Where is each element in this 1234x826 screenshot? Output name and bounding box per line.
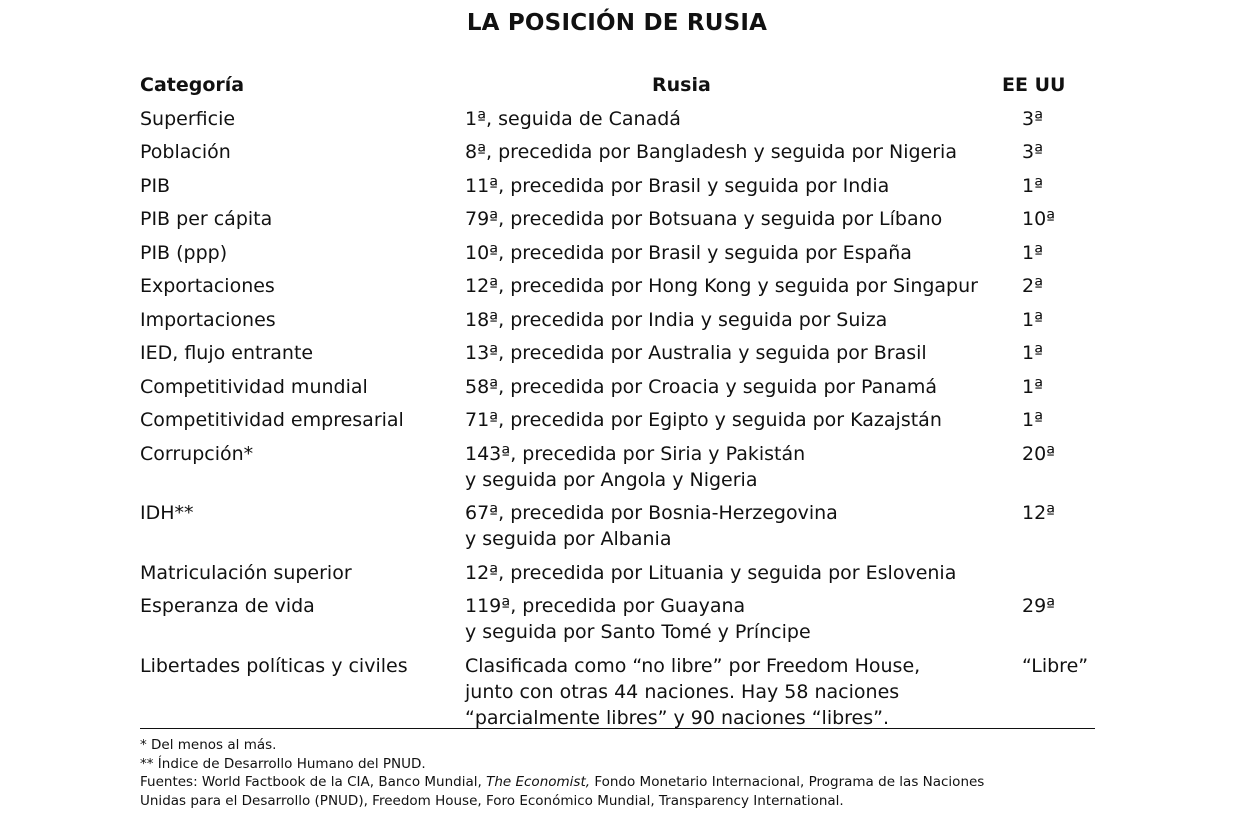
row-russia [465,374,937,400]
row-usa: 1ª [1022,409,1044,431]
row-russia-line: y seguida por Angola y Nigeria [465,468,758,491]
row-usa: 1ª [1022,375,1044,398]
row-category: PIB (ppp) [140,241,228,264]
row-russia [465,560,956,586]
row-category: PIB per cápita [140,208,273,230]
row-russia [465,273,978,299]
row-russia-line: 67ª, precedida por Bosnia-Herzegovina [465,502,838,524]
row-category: Esperanza de vida [140,595,315,617]
row-usa: 1ª [1022,241,1044,264]
row-russia-line: 58ª, precedida por Croacia y seguida por Panamá [465,375,938,398]
row-russia-line: 71ª, precedida por Egipto y seguida por Kazajstán [465,409,942,431]
row-russia-line: 143ª, precedida por Siria y Pakistán [465,442,806,465]
table-row [140,106,1095,140]
row-usa: 10ª [1022,208,1056,230]
table-row [140,374,1095,408]
table-row [140,653,1095,729]
row-category: Población [140,141,231,163]
row-usa: 29ª [1022,595,1056,617]
row-russia [465,653,920,731]
sources-italic: The Economist, [486,774,591,790]
row-russia-line: 13ª, precedida por Australia y seguida por Brasil [465,342,927,364]
row-category: Superficie [140,107,236,130]
row-usa: 20ª [1022,442,1056,465]
row-usa: 1ª [1022,308,1044,331]
row-russia-line: 8ª, precedida por Bangladesh y seguida por Nigeria [465,141,957,163]
row-russia [465,307,887,333]
row-category: Matriculación superior [140,561,352,584]
row-russia [465,240,912,266]
row-russia [465,173,889,199]
row-russia [465,593,811,645]
row-russia [465,500,838,552]
row-russia-line: 79ª, precedida por Botsuana y seguida por Líbano [465,208,943,230]
table-row [140,340,1095,374]
row-russia [465,106,681,132]
footnotes [140,736,1100,810]
row-russia-line: 10ª, precedida por Brasil y seguida por España [465,241,912,264]
row-russia [465,206,942,232]
row-russia-line: junto con otras 44 naciones. Hay 58 naciones [465,680,900,703]
row-usa: 1ª [1022,342,1044,364]
row-category: Corrupción* [140,442,254,465]
header-category: Categoría [140,74,245,96]
row-russia [465,340,927,366]
table-row [140,206,1095,240]
table-row [140,500,1095,560]
footnote-order: * Del menos al más. [140,737,277,753]
row-category: Competitividad empresarial [140,409,404,431]
table-row [140,240,1095,274]
table-row [140,441,1095,501]
row-category: IED, flujo entrante [140,342,314,364]
row-category: Libertades políticas y civiles [140,654,408,677]
row-category: Exportaciones [140,275,275,297]
row-russia-line: Clasificada como “no libre” por Freedom House, [465,654,921,677]
row-russia-line: 11ª, precedida por Brasil y seguida por India [465,174,890,197]
row-russia-line: 119ª, precedida por Guayana [465,595,746,617]
row-category: Competitividad mundial [140,375,368,398]
row-usa: “Libre” [1022,654,1089,677]
table-bottom-rule [140,728,1095,729]
row-russia-line: y seguida por Santo Tomé y Príncipe [465,621,811,643]
row-russia-line: 12ª, precedida por Hong Kong y seguida por Singapur [465,275,978,297]
row-russia-line: 1ª, seguida de Canadá [465,107,681,130]
sources-line-1 [140,773,1100,792]
row-russia-line: “parcialmente libres” y 90 naciones “libres”. [465,706,890,729]
row-category: IDH** [140,502,194,524]
row-russia-line: 18ª, precedida por India y seguida por Suiza [465,308,888,331]
sources-suffix: Fondo Monetario Internacional, Programa de las Naciones [590,774,985,790]
row-usa: 12ª [1022,502,1056,524]
row-russia-line: 12ª, precedida por Lituania y seguida por Eslovenia [465,561,957,584]
sources-line-2: Unidas para el Desarrollo (PNUD), Freedom House, Foro Económico Mundial, Transparency International. [140,792,844,809]
row-usa: 1ª [1022,174,1044,197]
row-russia-line: y seguida por Albania [465,528,672,550]
row-category: Importaciones [140,308,276,331]
header-usa: EE UU [1002,74,1066,96]
table-row [140,273,1095,307]
table-row [140,173,1095,207]
row-russia [465,139,957,165]
table-row [140,139,1095,173]
row-russia [465,407,942,433]
row-category: PIB [140,174,171,197]
row-usa: 2ª [1022,275,1044,297]
row-usa: 3ª [1022,141,1044,163]
table-row [140,407,1095,441]
table-header [140,72,1095,106]
row-russia [465,441,805,493]
page-title: LA POSICIÓN DE RUSIA [466,10,768,36]
row-usa: 3ª [1022,107,1044,130]
table-row [140,593,1095,653]
footnote-idh: ** Índice de Desarrollo Humano del PNUD. [140,755,426,772]
table-row [140,560,1095,594]
header-russia: Rusia [652,74,711,96]
table-row [140,307,1095,341]
sources-prefix: Fuentes: World Factbook de la CIA, Banco Mundial, [140,774,487,790]
ranking-table [140,72,1095,729]
